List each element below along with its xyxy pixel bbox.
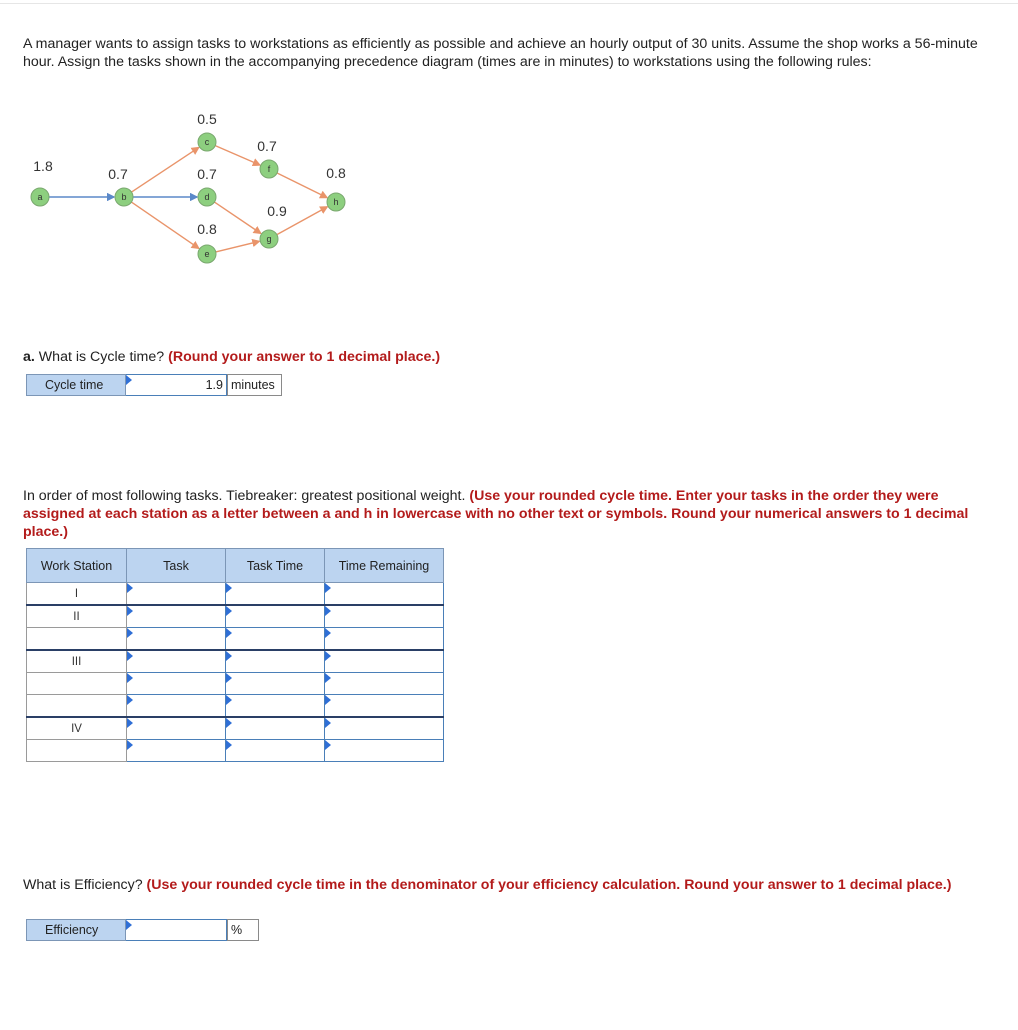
task-input[interactable]	[127, 605, 226, 628]
work-station-cell: IV	[27, 717, 127, 740]
time-remaining-input[interactable]	[325, 717, 444, 740]
task-time-input[interactable]	[226, 740, 325, 762]
task-time-label: 1.8	[33, 158, 53, 174]
task-input[interactable]	[127, 717, 226, 740]
task-node-g	[260, 203, 287, 248]
question-efficiency	[23, 876, 983, 894]
time-remaining-input[interactable]	[325, 628, 444, 651]
work-station-cell	[27, 628, 127, 651]
cycle-time-answer-row	[26, 374, 282, 396]
task-input[interactable]	[127, 650, 226, 673]
task-node-c	[197, 111, 217, 151]
task-node-e	[197, 221, 217, 263]
header-time-remaining: Time Remaining	[325, 549, 444, 583]
edge-b-e	[131, 202, 198, 248]
task-input[interactable]	[127, 673, 226, 695]
task-time-input[interactable]	[226, 605, 325, 628]
problem-statement: A manager wants to assign tasks to workstations as efficiently as possible and achieve an hourly output of 30 units. Assume the shop works a 56-minute hour. Assign the tasks shown in the accompanying precedence diagram (times are in minutes) to workstations using the following rules:	[23, 36, 978, 70]
task-node-letter: h	[333, 197, 339, 207]
edge-e-g	[216, 241, 260, 252]
efficiency-label: Efficiency	[26, 919, 126, 941]
task-node-letter: b	[121, 192, 127, 202]
work-station-cell: II	[27, 605, 127, 628]
time-remaining-input[interactable]	[325, 695, 444, 718]
efficiency-instruction: (Use your rounded cycle time in the denominator of your efficiency calculation. Round your answer to 1 decimal place.)	[146, 877, 952, 893]
task-node-f	[257, 138, 278, 178]
task-time-label: 0.7	[108, 166, 128, 182]
table-row	[27, 695, 444, 718]
header-task-time: Task Time	[226, 549, 325, 583]
task-input[interactable]	[127, 628, 226, 651]
time-remaining-input[interactable]	[325, 650, 444, 673]
time-remaining-input[interactable]	[325, 740, 444, 762]
table-row	[27, 605, 444, 628]
task-node-d	[197, 166, 217, 206]
efficiency-unit: %	[227, 919, 259, 941]
work-station-cell	[27, 740, 127, 762]
work-station-cell: III	[27, 650, 127, 673]
task-node-h	[326, 165, 346, 211]
task-time-label: 0.5	[197, 111, 217, 127]
task-time-label: 0.7	[197, 166, 217, 182]
efficiency-input[interactable]	[126, 919, 227, 941]
question-a-prefix: a.	[23, 349, 35, 365]
task-node-letter: f	[267, 164, 271, 174]
workstation-table	[26, 548, 444, 762]
task-time-label: 0.9	[267, 203, 287, 219]
task-node-letter: c	[204, 137, 210, 147]
task-time-label: 0.7	[257, 138, 277, 154]
assignment-instructions-note: (Use your rounded cycle time. Enter your tasks in the order they were assigned at each station as a letter between a and h in lowercase with no other text or symbols. Round your numerical answers to 1 decimal place.)	[23, 488, 969, 540]
top-divider	[0, 3, 1018, 4]
task-node-letter: d	[204, 192, 210, 202]
edge-d-g	[214, 202, 260, 233]
table-row	[27, 717, 444, 740]
assignment-instructions-text: In order of most following tasks. Tiebreaker: greatest positional weight.	[23, 488, 470, 504]
task-node-a	[31, 158, 53, 206]
edge-b-c	[132, 148, 199, 193]
task-time-label: 0.8	[326, 165, 346, 181]
work-station-cell	[27, 673, 127, 695]
task-input[interactable]	[127, 695, 226, 718]
question-a-text: What is Cycle time?	[34, 349, 169, 365]
cycle-time-label: Cycle time	[26, 374, 126, 396]
table-row	[27, 628, 444, 651]
question-a	[23, 348, 723, 366]
task-time-input[interactable]	[226, 628, 325, 651]
edge-c-f	[215, 146, 260, 165]
task-time-input[interactable]	[226, 717, 325, 740]
edge-f-h	[277, 173, 327, 198]
table-row	[27, 740, 444, 762]
question-a-instruction: (Round your answer to 1 decimal place.)	[168, 349, 441, 365]
task-input[interactable]	[127, 740, 226, 762]
table-header-row	[27, 549, 444, 583]
cycle-time-input[interactable]: 1.9	[126, 374, 227, 396]
efficiency-text: What is Efficiency?	[23, 877, 147, 893]
task-node-letter: e	[204, 249, 210, 259]
task-node-letter: g	[266, 234, 272, 244]
task-time-input[interactable]	[226, 650, 325, 673]
efficiency-answer-row	[26, 919, 259, 941]
task-time-label: 0.8	[197, 221, 217, 237]
task-node-b	[108, 166, 133, 206]
table-row	[27, 583, 444, 606]
task-time-input[interactable]	[226, 673, 325, 695]
table-row	[27, 673, 444, 695]
work-station-cell: I	[27, 583, 127, 606]
work-station-cell	[27, 695, 127, 718]
task-node-letter: a	[37, 192, 43, 202]
task-time-input[interactable]	[226, 695, 325, 718]
header-work-station: Work Station	[27, 549, 127, 583]
assignment-instructions	[23, 487, 983, 541]
time-remaining-input[interactable]	[325, 605, 444, 628]
task-input[interactable]	[127, 583, 226, 606]
task-time-input[interactable]	[226, 583, 325, 606]
table-row	[27, 650, 444, 673]
cycle-time-unit: minutes	[227, 374, 282, 396]
precedence-diagram	[20, 105, 360, 275]
time-remaining-input[interactable]	[325, 673, 444, 695]
header-task: Task	[127, 549, 226, 583]
time-remaining-input[interactable]	[325, 583, 444, 606]
